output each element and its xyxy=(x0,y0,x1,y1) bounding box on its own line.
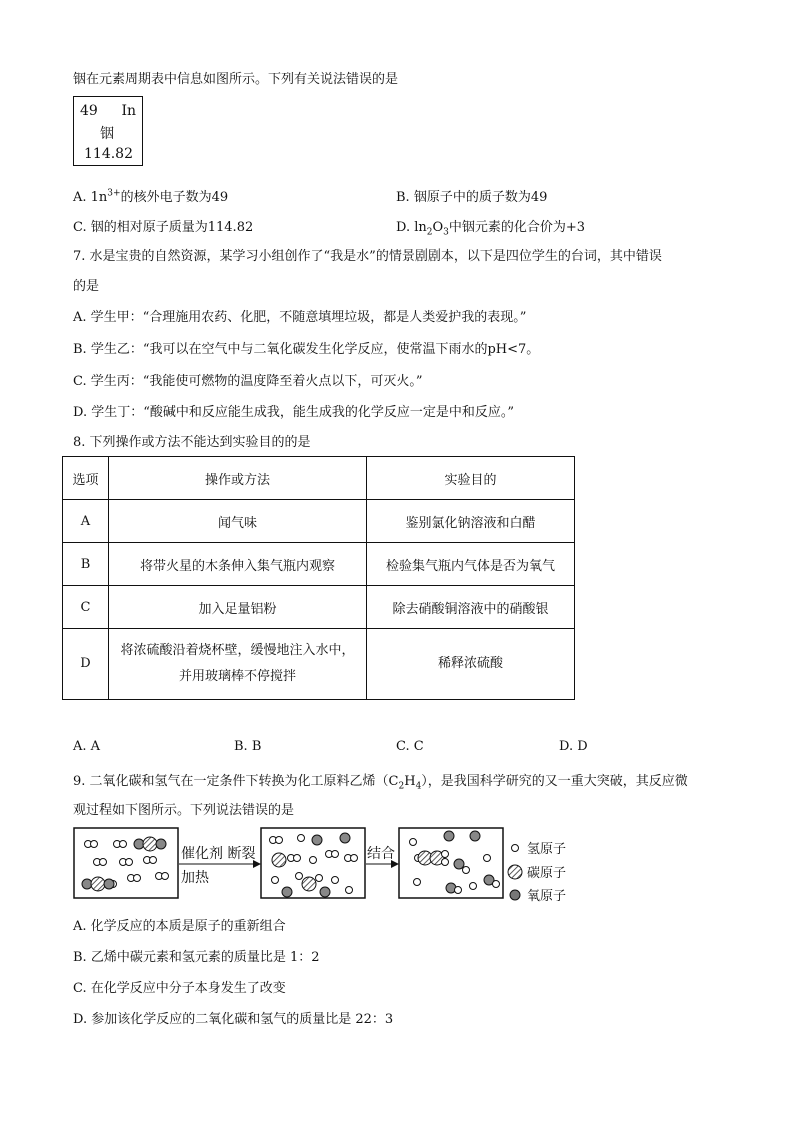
q8-cell-option: A xyxy=(63,500,109,543)
q6-d-mid: O xyxy=(432,220,444,235)
hydrogen-legend-icon xyxy=(512,845,519,852)
element-symbol: In xyxy=(121,103,136,119)
q8-cell-method: 闻气味 xyxy=(109,500,367,543)
q6-d-sub2: 3 xyxy=(443,227,449,238)
q9-stem-line1 xyxy=(73,770,688,792)
question-6-stem: 铟在元素周期表中信息如图所示。下列有关说法错误的是 xyxy=(73,72,399,87)
q8-answer-d: D. D xyxy=(559,739,588,754)
q8-cell-purpose: 除去硝酸铜溶液中的硝酸银 xyxy=(367,586,575,629)
table-row xyxy=(63,586,575,629)
q9-option-a: A. 化学反应的本质是原子的重新组合 xyxy=(73,919,286,934)
q7-option-d: D. 学生丁：“酸碱中和反应能生成我，能生成我的化学反应一定是中和反应。” xyxy=(73,405,515,420)
q7-option-a: A. 学生甲：“合理施用农药、化肥，不随意填埋垃圾，都是人类爱护我的表现。” xyxy=(73,310,527,325)
table-row xyxy=(63,629,575,700)
q6-a-text-post: 的核外电子数为49 xyxy=(120,190,229,205)
q8-cell-purpose: 稀释浓硫酸 xyxy=(367,629,575,700)
legend-hydrogen: 氢原子 xyxy=(527,842,567,857)
q8-cell-option: B xyxy=(63,543,109,586)
arrow2-label: 结合 xyxy=(367,846,395,862)
q6-option-b: B. 铟原子中的质子数为49 xyxy=(396,190,548,205)
q8-stem: 8. 下列操作或方法不能达到实验目的的是 xyxy=(73,435,311,450)
reaction-diagram xyxy=(73,824,593,904)
element-name: 铟 xyxy=(100,126,114,142)
q9-stem-pre: 9. 二氧化碳和氢气在一定条件下转换为化工原料乙烯（C xyxy=(73,774,399,789)
q8-cell-option: C xyxy=(63,586,109,629)
atomic-mass: 114.82 xyxy=(84,146,133,162)
table-row xyxy=(63,543,575,586)
q7-option-b: B. 学生乙：“我可以在空气中与二氧化碳发生化学反应，使常温下雨水的pH<7。 xyxy=(73,342,540,357)
legend-carbon: 碳原子 xyxy=(527,866,567,881)
q8-header-row xyxy=(63,457,575,500)
legend-oxygen: 氧原子 xyxy=(527,889,567,904)
q9-option-c: C. 在化学反应中分子本身发生了改变 xyxy=(73,981,286,996)
q6-option-d xyxy=(396,216,585,238)
q8-header-option: 选项 xyxy=(63,457,109,500)
table-row xyxy=(63,500,575,543)
arrow1-top-label: 催化剂 断裂 xyxy=(181,846,256,862)
q8-cell-method: 加入足量铝粉 xyxy=(109,586,367,629)
q6-a-text: A. 1n xyxy=(73,190,108,205)
q8-answer-c: C. C xyxy=(396,739,424,754)
carbon-legend-icon xyxy=(508,865,522,879)
q9-option-d: D. 参加该化学反应的二氧化碳和氢气的质量比是 22：3 xyxy=(73,1012,394,1027)
q8-cell-method: 将带火星的木条伸入集气瓶内观察 xyxy=(109,543,367,586)
q8-answer-b: B. B xyxy=(234,739,262,754)
diagram-legend xyxy=(508,842,566,904)
q6-d-pre: D. ln xyxy=(396,220,427,235)
q6-d-post: 中铟元素的化合价为+3 xyxy=(448,220,586,235)
arrow1-bottom-label: 加热 xyxy=(181,870,209,886)
q8-cell-option: D xyxy=(63,629,109,700)
q8-table xyxy=(62,456,575,700)
q9-stem-line2: 观过程如下图所示。下列说法错误的是 xyxy=(73,803,295,818)
q6-d-sub1: 2 xyxy=(426,227,433,238)
q8-header-method: 操作或方法 xyxy=(109,457,367,500)
q9-stem-mid: H xyxy=(404,774,416,789)
q8-method-line1: 将浓硫酸沿着烧杯壁，缓慢地注入水中， xyxy=(120,643,355,658)
element-card xyxy=(73,96,143,166)
q6-option-c: C. 铟的相对原子质量为114.82 xyxy=(73,220,254,235)
q7-option-c: C. 学生丙：“我能使可燃物的温度降至着火点以下，可灭火。” xyxy=(73,374,423,389)
q9-stem-sub2: 4 xyxy=(415,781,422,792)
q7-stem-line2: 的是 xyxy=(73,279,100,294)
q8-cell-purpose: 鉴别氯化钠溶液和白醋 xyxy=(367,500,575,543)
q9-stem-post: ），是我国科学研究的又一重大突破，其反应微 xyxy=(421,774,688,789)
q6-option-a xyxy=(73,186,228,205)
q8-cell-method xyxy=(109,629,367,700)
q6-a-sup: 3+ xyxy=(107,188,121,199)
atomic-number: 49 xyxy=(80,103,98,119)
q8-answer-a: A. A xyxy=(73,739,101,754)
q7-stem-line1: 7. 水是宝贵的自然资源，某学习小组创作了“我是水”的情景剧剧本，以下是四位学生的台词，其中错误 xyxy=(73,249,662,264)
q9-stem-sub1: 2 xyxy=(398,781,405,792)
q9-option-b: B. 乙烯中碳元素和氢元素的质量比是 1：2 xyxy=(73,950,320,965)
q8-method-line2: 并用玻璃棒不停搅拌 xyxy=(178,669,296,684)
q8-cell-purpose: 检验集气瓶内气体是否为氧气 xyxy=(367,543,575,586)
oxygen-legend-icon xyxy=(510,890,520,900)
q8-header-purpose: 实验目的 xyxy=(367,457,575,500)
